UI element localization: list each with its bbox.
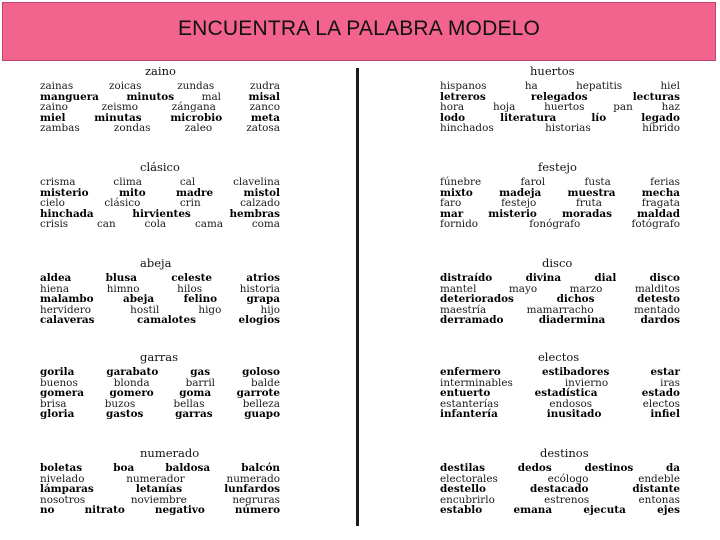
word-row — [40, 92, 280, 103]
candidate-word[interactable]: cama — [194, 218, 224, 231]
candidate-word[interactable]: celeste — [171, 272, 212, 284]
candidate-word[interactable]: distraído — [440, 272, 493, 284]
candidate-word[interactable]: iras — [660, 376, 680, 389]
candidate-word[interactable]: dedos — [517, 462, 552, 474]
candidate-word[interactable]: zudra — [250, 80, 280, 92]
candidate-word[interactable]: mentado — [634, 303, 680, 316]
model-word: numerado — [140, 446, 200, 460]
candidate-word[interactable]: ha — [524, 80, 538, 92]
candidate-word[interactable]: madre — [176, 186, 214, 199]
candidate-word[interactable]: bellas — [173, 397, 205, 410]
candidate-word[interactable]: detesto — [637, 293, 680, 306]
candidate-word[interactable]: goma — [179, 387, 212, 400]
candidate-word[interactable]: estibadores — [541, 366, 610, 378]
candidate-word[interactable]: entuerto — [440, 387, 491, 400]
candidate-word[interactable]: minutos — [126, 90, 175, 103]
word-row — [440, 219, 680, 230]
candidate-word[interactable]: entonas — [638, 493, 680, 506]
candidate-word[interactable]: establo — [440, 504, 483, 517]
word-block — [40, 256, 280, 326]
candidate-word[interactable]: hispanos — [440, 80, 487, 92]
candidate-word[interactable]: huertos — [544, 101, 585, 114]
candidate-word[interactable]: marzo — [569, 282, 603, 295]
candidate-word[interactable]: gastos — [105, 408, 144, 421]
word-row — [440, 123, 680, 134]
candidate-word[interactable]: zambas — [40, 122, 80, 135]
candidate-word[interactable]: atrios — [246, 272, 280, 284]
candidate-word[interactable]: cielo — [40, 197, 65, 210]
candidate-word[interactable]: zatosa — [246, 122, 280, 135]
candidate-word[interactable]: elogios — [238, 314, 280, 327]
word-row — [440, 463, 680, 474]
candidate-word[interactable]: farol — [520, 176, 546, 188]
candidate-word[interactable]: mantel — [440, 282, 477, 295]
candidate-word[interactable]: electos — [642, 397, 680, 410]
word-row — [40, 123, 280, 134]
candidate-word[interactable]: nosotros — [40, 493, 86, 506]
word-block — [40, 64, 280, 134]
word-row — [40, 315, 280, 326]
word-block — [440, 160, 680, 230]
candidate-word[interactable]: zoicas — [109, 80, 142, 92]
candidate-word[interactable]: número — [234, 504, 280, 517]
candidate-word[interactable]: madeja — [499, 186, 542, 199]
model-word: clásico — [140, 160, 180, 174]
candidate-word[interactable]: mamarracho — [526, 303, 594, 316]
candidate-word[interactable]: inusitado — [546, 408, 602, 421]
candidate-word[interactable]: zeismo — [101, 101, 139, 114]
model-word: electos — [538, 350, 580, 364]
candidate-word[interactable]: numerador — [126, 472, 185, 485]
candidate-word[interactable]: estrenos — [544, 493, 590, 506]
candidate-word[interactable]: gomero — [109, 387, 154, 400]
candidate-word[interactable]: buzos — [104, 397, 136, 410]
candidate-word[interactable]: mixto — [440, 186, 473, 199]
candidate-word[interactable]: gloria — [40, 408, 75, 421]
candidate-word[interactable]: clima — [113, 176, 142, 188]
word-row — [40, 463, 280, 474]
word-block — [440, 64, 680, 134]
word-row — [40, 219, 280, 230]
candidate-word[interactable]: grapa — [246, 293, 280, 306]
candidate-word[interactable]: minutas — [94, 111, 142, 124]
candidate-word[interactable]: disco — [649, 272, 680, 284]
candidate-word[interactable]: coma — [251, 218, 280, 231]
candidate-word[interactable]: legado — [641, 111, 680, 124]
candidate-word[interactable]: literatura — [500, 111, 557, 124]
word-block — [440, 446, 680, 516]
candidate-word[interactable]: misal — [248, 90, 280, 103]
candidate-word[interactable]: fragata — [641, 197, 680, 210]
word-row — [40, 81, 280, 92]
candidate-word[interactable]: diadermina — [538, 314, 606, 327]
candidate-word[interactable]: dichos — [556, 293, 595, 306]
candidate-word[interactable]: maestría — [440, 303, 487, 316]
candidate-word[interactable]: garrote — [236, 387, 280, 400]
candidate-word[interactable]: endeble — [638, 472, 680, 485]
candidate-word[interactable]: zanco — [249, 101, 280, 114]
candidate-word[interactable]: interminables — [440, 376, 513, 389]
word-row — [440, 367, 680, 378]
candidate-word[interactable]: derramado — [440, 314, 504, 327]
candidate-word[interactable]: zángana — [171, 101, 216, 114]
candidate-word[interactable]: clavelina — [233, 176, 280, 188]
candidate-word[interactable]: barril — [185, 376, 215, 389]
candidate-word[interactable]: gomera — [40, 387, 85, 400]
model-word: destinos — [540, 446, 589, 460]
word-row — [440, 315, 680, 326]
candidate-word[interactable]: invierno — [564, 376, 609, 389]
word-row — [440, 409, 680, 420]
candidate-word[interactable]: lunfardos — [224, 483, 280, 496]
candidate-word[interactable]: hostil — [130, 303, 160, 316]
candidate-word[interactable]: blonda — [113, 376, 150, 389]
model-word: huertos — [530, 64, 575, 78]
candidate-word[interactable]: fruta — [576, 197, 602, 210]
candidate-word[interactable]: manguera — [40, 90, 99, 103]
candidate-word[interactable]: microbio — [170, 111, 223, 124]
candidate-word[interactable]: pan — [613, 101, 633, 114]
candidate-word[interactable]: cola — [144, 218, 167, 231]
candidate-word[interactable]: misterio — [488, 207, 537, 220]
candidate-word[interactable]: infiel — [650, 408, 680, 421]
candidate-word[interactable]: ejes — [657, 504, 680, 517]
candidate-word[interactable]: meta — [250, 111, 280, 124]
candidate-word[interactable]: destilas — [440, 462, 486, 474]
candidate-word[interactable]: mal — [201, 90, 221, 103]
candidate-word[interactable]: letanías — [135, 483, 183, 496]
candidate-word[interactable]: fúnebre — [440, 176, 482, 188]
candidate-word[interactable]: hinchados — [440, 122, 494, 135]
candidate-word[interactable]: relegados — [530, 90, 588, 103]
candidate-word[interactable]: zondas — [113, 122, 151, 135]
model-word: abeja — [140, 256, 172, 270]
word-row — [40, 505, 280, 516]
candidate-word[interactable]: zundas — [177, 80, 215, 92]
candidate-word[interactable]: aldea — [40, 272, 72, 284]
model-word: garras — [140, 350, 178, 364]
candidate-word[interactable]: hijo — [260, 303, 280, 316]
candidate-word[interactable]: estado — [641, 387, 680, 400]
candidate-word[interactable]: letreros — [440, 90, 486, 103]
candidate-word[interactable]: goloso — [242, 366, 280, 378]
candidate-word[interactable]: dardos — [640, 314, 680, 327]
candidate-word[interactable]: haz — [661, 101, 680, 114]
candidate-word[interactable]: boa — [113, 462, 135, 474]
candidate-word[interactable]: crisis — [40, 218, 69, 231]
candidate-word[interactable]: calzado — [240, 197, 280, 210]
word-row — [40, 273, 280, 284]
candidate-word[interactable]: abeja — [123, 293, 155, 306]
candidate-word[interactable]: malambo — [40, 293, 94, 306]
word-row — [40, 367, 280, 378]
candidate-word[interactable]: hepatitis — [576, 80, 623, 92]
candidate-word[interactable]: crisma — [40, 176, 76, 188]
candidate-word[interactable]: deteriorados — [440, 293, 514, 306]
candidate-word[interactable]: brisa — [40, 397, 67, 410]
candidate-word[interactable]: mecha — [641, 186, 680, 199]
candidate-word[interactable]: higo — [198, 303, 222, 316]
candidate-word[interactable]: mar — [440, 207, 464, 220]
candidate-word[interactable]: ejecuta — [583, 504, 626, 517]
word-row — [40, 177, 280, 188]
candidate-word[interactable]: can — [96, 218, 116, 231]
model-word: festejo — [538, 160, 577, 174]
candidate-word[interactable]: muestra — [567, 186, 616, 199]
candidate-word[interactable]: hervidero — [40, 303, 92, 316]
candidate-word[interactable]: blusa — [105, 272, 137, 284]
candidate-word[interactable]: da — [666, 462, 680, 474]
candidate-word[interactable]: fornido — [440, 218, 478, 231]
candidate-word[interactable]: fonógrafo — [529, 218, 581, 231]
candidate-word[interactable]: himno — [106, 282, 140, 295]
candidate-word[interactable]: buenos — [40, 376, 78, 389]
candidate-word[interactable]: hilos — [177, 282, 203, 295]
candidate-word[interactable]: destacado — [529, 483, 589, 496]
candidate-word[interactable]: balde — [251, 376, 280, 389]
candidate-word[interactable]: belleza — [242, 397, 280, 410]
candidate-word[interactable]: lecturas — [632, 90, 680, 103]
word-row — [40, 102, 280, 113]
candidate-word[interactable]: lodo — [440, 111, 466, 124]
header-banner — [2, 2, 716, 61]
word-block — [40, 350, 280, 420]
candidate-word[interactable]: numerado — [226, 472, 280, 485]
candidate-word[interactable]: no — [40, 504, 55, 517]
candidate-word[interactable]: hiel — [660, 80, 680, 92]
candidate-word[interactable]: hora — [440, 101, 465, 114]
word-row — [440, 81, 680, 92]
candidate-word[interactable]: ferias — [650, 176, 680, 188]
candidate-word[interactable]: camalotes — [137, 314, 196, 327]
candidate-word[interactable]: boletas — [40, 462, 83, 474]
candidate-word[interactable]: historia — [239, 282, 280, 295]
candidate-word[interactable]: endosos — [549, 397, 593, 410]
candidate-word[interactable]: nitrato — [84, 504, 125, 517]
candidate-word[interactable]: clásico — [104, 197, 141, 210]
candidate-word[interactable]: ecólogo — [547, 472, 589, 485]
candidate-word[interactable]: mito — [118, 186, 146, 199]
candidate-word[interactable]: gorila — [40, 366, 75, 378]
word-row — [440, 273, 680, 284]
candidate-word[interactable]: faro — [440, 197, 462, 210]
candidate-word[interactable]: hembras — [229, 207, 280, 220]
candidate-word[interactable]: enfermero — [440, 366, 501, 378]
candidate-word[interactable]: maldad — [637, 207, 680, 220]
candidate-word[interactable]: misterio — [40, 186, 89, 199]
candidate-word[interactable]: dial — [594, 272, 617, 284]
candidate-word[interactable]: crin — [179, 197, 201, 210]
candidate-word[interactable]: estanterías — [440, 397, 499, 410]
candidate-word[interactable]: lío — [591, 111, 607, 124]
word-row — [440, 177, 680, 188]
candidate-word[interactable]: destinos — [584, 462, 634, 474]
column-divider — [356, 68, 359, 526]
candidate-word[interactable]: mistol — [243, 186, 280, 199]
candidate-word[interactable]: historias — [545, 122, 591, 135]
candidate-word[interactable]: zaino — [40, 101, 68, 114]
candidate-word[interactable]: negruras — [232, 493, 280, 506]
candidate-word[interactable]: híbrido — [642, 122, 680, 135]
word-row — [440, 505, 680, 516]
page-title: ENCUENTRA LA PALABRA MODELO — [177, 16, 541, 40]
candidate-word[interactable]: mayo — [508, 282, 538, 295]
candidate-word[interactable]: miel — [40, 111, 66, 124]
candidate-word[interactable]: hiena — [40, 282, 70, 295]
candidate-word[interactable]: lámparas — [40, 483, 94, 496]
candidate-word[interactable]: hinchada — [40, 207, 94, 220]
candidate-word[interactable]: electorales — [440, 472, 498, 485]
candidate-word[interactable]: estadística — [534, 387, 598, 400]
candidate-word[interactable]: zaleo — [184, 122, 213, 135]
candidate-word[interactable]: infantería — [440, 408, 498, 421]
candidate-word[interactable]: calaveras — [40, 314, 95, 327]
candidate-word[interactable]: zainas — [40, 80, 74, 92]
candidate-word[interactable]: hirvientes — [132, 207, 191, 220]
candidate-word[interactable]: guapo — [244, 408, 280, 421]
candidate-word[interactable]: destello — [440, 483, 486, 496]
candidate-word[interactable]: hoja — [492, 101, 516, 114]
candidate-word[interactable]: gas — [190, 366, 211, 378]
candidate-word[interactable]: cal — [179, 176, 196, 188]
candidate-word[interactable]: baldosa — [165, 462, 211, 474]
candidate-word[interactable]: emana — [513, 504, 553, 517]
candidate-word[interactable]: noviembre — [130, 493, 187, 506]
word-block — [440, 350, 680, 420]
model-word: zaino — [145, 64, 176, 78]
word-block — [40, 160, 280, 230]
candidate-word[interactable]: nivelado — [40, 472, 85, 485]
candidate-word[interactable]: moradas — [561, 207, 612, 220]
candidate-word[interactable]: distante — [632, 483, 680, 496]
word-block — [40, 446, 280, 516]
model-word: disco — [542, 256, 573, 270]
candidate-word[interactable]: felino — [183, 293, 218, 306]
candidate-word[interactable]: negativo — [154, 504, 205, 517]
candidate-word[interactable]: fotógrafo — [631, 218, 680, 231]
candidate-word[interactable]: garras — [175, 408, 213, 421]
candidate-word[interactable]: festejo — [501, 197, 537, 210]
candidate-word[interactable]: fusta — [584, 176, 611, 188]
candidate-word[interactable]: divina — [525, 272, 562, 284]
candidate-word[interactable]: garabato — [106, 366, 159, 378]
word-row — [40, 409, 280, 420]
candidate-word[interactable]: balcón — [241, 462, 280, 474]
candidate-word[interactable]: malditos — [634, 282, 680, 295]
candidate-word[interactable]: estar — [650, 366, 680, 378]
word-block — [440, 256, 680, 326]
candidate-word[interactable]: encubrirlo — [440, 493, 495, 506]
